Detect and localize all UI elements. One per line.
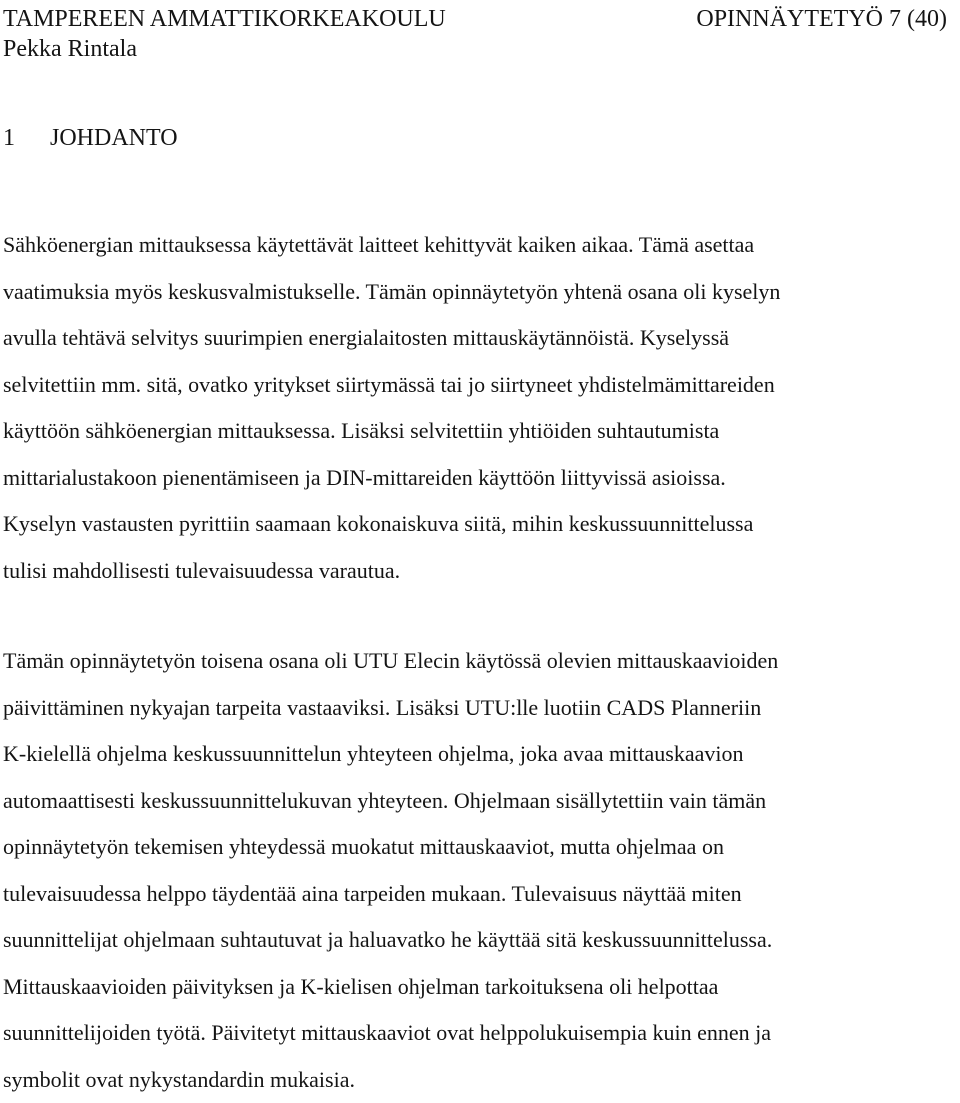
paragraph-line: mittarialustakoon pienentämiseen ja DIN-mittareiden käyttöön liittyvissä asioissa.: [3, 455, 957, 502]
document-label-group: [696, 4, 947, 34]
paragraph-line: päivittäminen nykyajan tarpeita vastaaviksi. Lisäksi UTU:lle luotiin CADS Planneriin: [3, 685, 957, 732]
paragraph-line: Tämän opinnäytetyön toisena osana oli UTU Elecin käytössä olevien mittauskaavioiden: [3, 638, 957, 685]
paragraph-line: Sähköenergian mittauksessa käytettävät laitteet kehittyvät kaiken aikaa. Tämä asettaa: [3, 222, 957, 269]
paragraph-line: K-kielellä ohjelma keskussuunnittelun yhteyteen ohjelma, joka avaa mittauskaavion: [3, 731, 957, 778]
paragraph-line: avulla tehtävä selvitys suurimpien energialaitosten mittauskäytännöistä. Kyselyssä: [3, 315, 957, 362]
document-label: OPINNÄYTETYÖ: [696, 6, 883, 32]
paragraph-line: opinnäytetyön tekemisen yhteydessä muokatut mittauskaaviot, mutta ohjelmaa on: [3, 824, 957, 871]
header-row: [3, 4, 947, 34]
paragraph-line: symbolit ovat nykystandardin mukaisia.: [3, 1057, 957, 1103]
paragraph-line: suunnittelijoiden työtä. Päivitetyt mittauskaaviot ovat helppolukuisempia kuin ennen ja: [3, 1010, 957, 1057]
author-name: Pekka Rintala: [3, 34, 947, 64]
institution-name: TAMPEREEN AMMATTIKORKEAKOULU: [3, 4, 446, 34]
paragraph-1: [3, 222, 957, 594]
section-number: 1: [3, 120, 50, 156]
section-heading: [3, 120, 178, 156]
paragraph-line: tulevaisuudessa helppo täydentää aina tarpeiden mukaan. Tulevaisuus näyttää miten: [3, 871, 957, 918]
paragraph-line: käyttöön sähköenergian mittauksessa. Lisäksi selvitettiin yhtiöiden suhtautumista: [3, 408, 957, 455]
paragraph-line: Kyselyn vastausten pyrittiin saamaan kokonaiskuva siitä, mihin keskussuunnittelussa: [3, 501, 957, 548]
page-header: [3, 4, 947, 64]
paragraph-line: selvitettiin mm. sitä, ovatko yritykset siirtymässä tai jo siirtyneet yhdistelmämittareiden: [3, 362, 957, 409]
paragraph-2: [3, 638, 957, 1103]
paragraph-line: suunnittelijat ohjelmaan suhtautuvat ja haluavatko he käyttää sitä keskussuunnittelussa.: [3, 917, 957, 964]
section-title: JOHDANTO: [50, 125, 178, 151]
paragraph-line: automaattisesti keskussuunnittelukuvan yhteyteen. Ohjelmaan sisällytettiin vain tämän: [3, 778, 957, 825]
paragraph-line: Mittauskaavioiden päivityksen ja K-kielisen ohjelman tarkoituksena oli helpottaa: [3, 964, 957, 1011]
page-indicator: 7 (40): [889, 6, 947, 32]
paragraph-line: tulisi mahdollisesti tulevaisuudessa varautua.: [3, 548, 957, 595]
paragraph-line: vaatimuksia myös keskusvalmistukselle. Tämän opinnäytetyön yhtenä osana oli kyselyn: [3, 269, 957, 316]
